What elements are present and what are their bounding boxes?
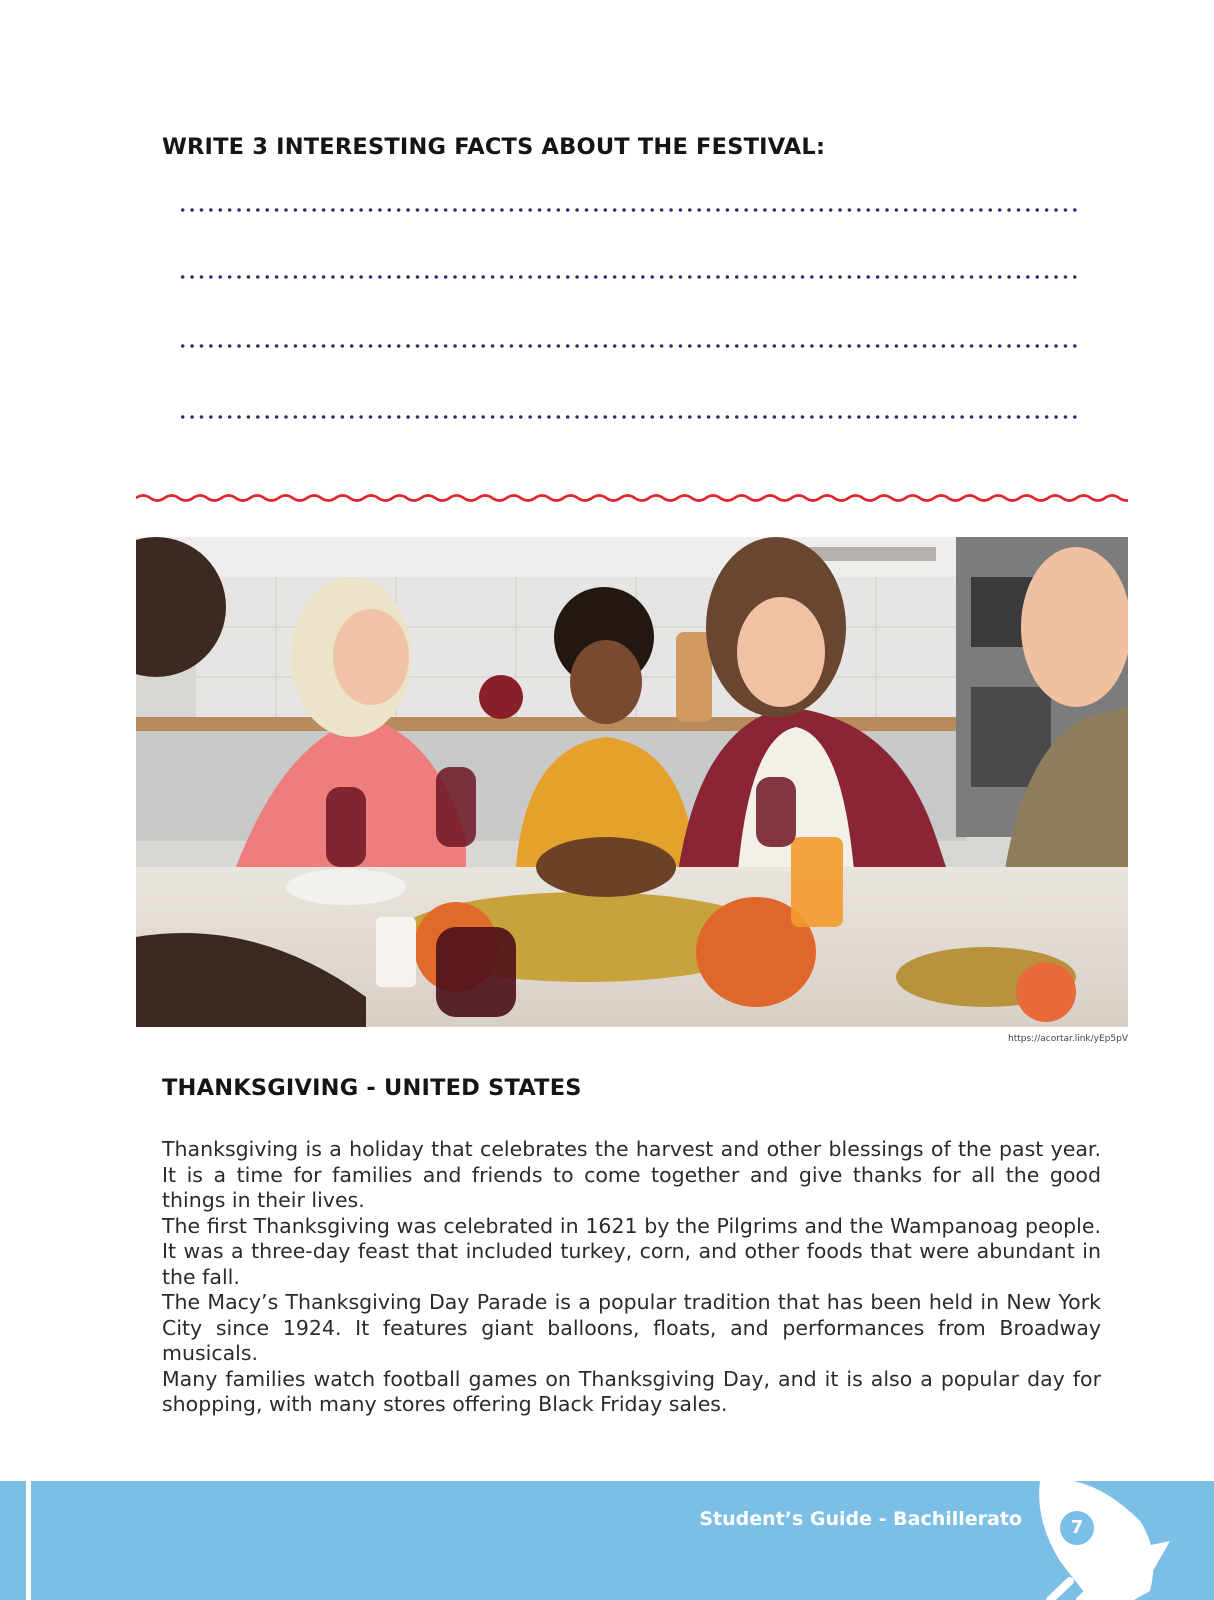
article-title: THANKSGIVING - UNITED STATES: [162, 1075, 582, 1101]
paragraph: The Macy’s Thanksgiving Day Parade is a popular tradition that has been held in New York City since 1924. It features giant balloons, floats, and performances from Broadway musicals.: [162, 1290, 1101, 1365]
thanksgiving-photo: [136, 537, 1128, 1027]
wave-divider: [136, 490, 1128, 506]
answer-line[interactable]: [178, 208, 1082, 212]
footer-accent-bar: [26, 1481, 31, 1600]
rocket-icon: [1030, 1481, 1214, 1600]
paragraph: Many families watch football games on Thanksgiving Day, and it is also a popular day for shopping, with many stores offering Black Friday sales.: [162, 1366, 1101, 1416]
guide-label: Student’s Guide - Bachillerato: [699, 1508, 1022, 1530]
article-body: [162, 1137, 1101, 1418]
paragraph: Thanksgiving is a holiday that celebrates the harvest and other blessings of the past year. It is a time for families and friends to come together and give thanks for all the good things in their lives.: [162, 1137, 1101, 1212]
image-credit[interactable]: https://acortar.link/yEp5pV: [1008, 1034, 1128, 1044]
answer-line[interactable]: [178, 344, 1082, 348]
paragraph: The first Thanksgiving was celebrated in 1621 by the Pilgrims and the Wampanoag people. It was a three-day feast that included turkey, corn, and other foods that were abundant in the fall.: [162, 1213, 1101, 1289]
page-footer: [0, 1481, 1214, 1600]
answer-line[interactable]: [178, 275, 1082, 279]
facts-heading: WRITE 3 INTERESTING FACTS ABOUT THE FESTIVAL:: [162, 134, 826, 160]
page-number: 7: [1060, 1511, 1094, 1545]
answer-line[interactable]: [178, 415, 1082, 419]
